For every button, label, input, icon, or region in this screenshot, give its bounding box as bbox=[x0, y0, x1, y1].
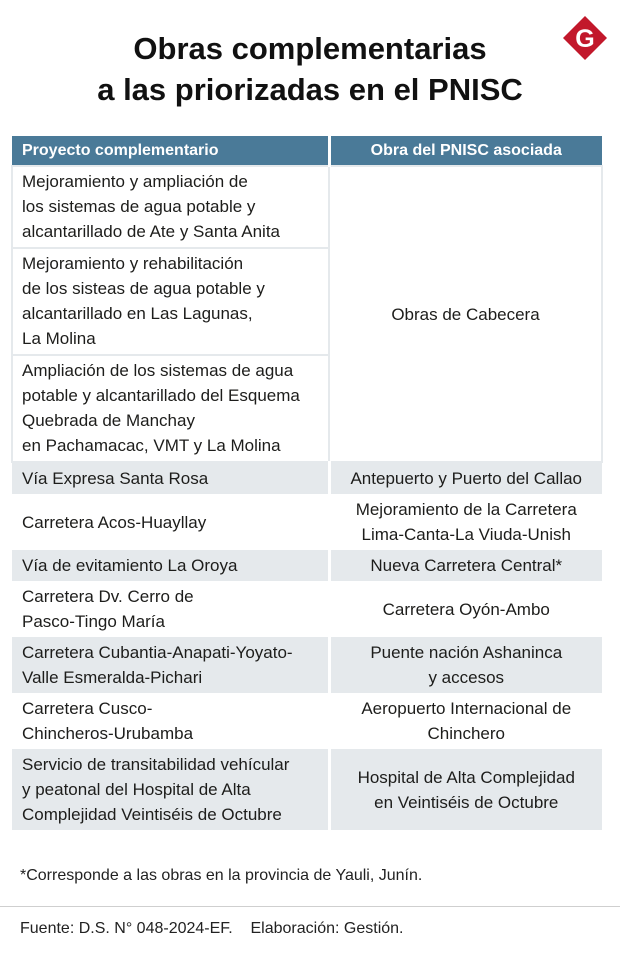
associated-cell bbox=[329, 462, 602, 494]
header-obra-pnisc: Obra del PNISC asociada bbox=[329, 136, 602, 166]
project-line: Complejidad Veintiséis de Octubre bbox=[22, 805, 282, 824]
project-cell bbox=[12, 550, 329, 581]
table-header-row bbox=[12, 136, 602, 166]
header-proyecto: Proyecto complementario bbox=[12, 136, 329, 166]
associated-cell bbox=[329, 749, 602, 830]
projects-table bbox=[11, 136, 603, 830]
project-line: Valle Esmeralda-Pichari bbox=[22, 668, 203, 687]
project-line: alcantarillado en Las Lagunas, bbox=[22, 304, 253, 323]
project-line: La Molina bbox=[22, 329, 96, 348]
associated-line: Antepuerto y Puerto del Callao bbox=[350, 469, 583, 488]
project-line: alcantarillado de Ate y Santa Anita bbox=[22, 222, 281, 241]
associated-cell bbox=[329, 550, 602, 581]
project-cell bbox=[12, 581, 329, 637]
project-line: Carretera Cubantia-Anapati-Yoyato- bbox=[22, 643, 293, 662]
table-row bbox=[12, 637, 602, 693]
project-cell bbox=[12, 462, 329, 494]
project-cell bbox=[12, 494, 329, 550]
table-row bbox=[12, 462, 602, 494]
table-row bbox=[12, 166, 602, 248]
associated-cell-merged: Obras de Cabecera bbox=[329, 166, 602, 462]
table-row bbox=[12, 693, 602, 749]
footnote: *Corresponde a las obras en la provincia de Yauli, Junín. bbox=[20, 867, 423, 884]
project-line: Vía de evitamiento La Oroya bbox=[22, 556, 238, 575]
project-line: Carretera Dv. Cerro de bbox=[22, 587, 194, 606]
associated-line: y accesos bbox=[428, 668, 505, 687]
associated-line: Puente nación Ashaninca bbox=[370, 643, 563, 662]
project-cell bbox=[12, 166, 329, 248]
project-cell bbox=[12, 355, 329, 462]
associated-cell bbox=[329, 494, 602, 550]
table-row bbox=[12, 581, 602, 637]
project-line: Carretera Acos-Huayllay bbox=[22, 512, 207, 532]
project-line: en Pachamacac, VMT y La Molina bbox=[22, 436, 281, 455]
associated-line: Aeropuerto Internacional de bbox=[361, 699, 572, 718]
divider bbox=[0, 906, 620, 907]
project-cell bbox=[12, 248, 329, 355]
project-cell bbox=[12, 749, 329, 830]
page-title bbox=[0, 28, 620, 110]
associated-cell bbox=[329, 637, 602, 693]
project-cell bbox=[12, 637, 329, 693]
logo-letter: G bbox=[575, 25, 595, 53]
project-line: Quebrada de Manchay bbox=[22, 411, 195, 430]
project-line: los sistemas de agua potable y bbox=[22, 197, 256, 216]
project-line: Servicio de transitabilidad vehícular bbox=[22, 755, 290, 774]
table-row bbox=[12, 749, 602, 830]
associated-cell bbox=[329, 581, 602, 637]
gestion-logo bbox=[561, 14, 609, 62]
project-line: potable y alcantarillado del Esquema bbox=[22, 386, 300, 405]
associated-line: Lima-Canta-La Viuda-Unish bbox=[361, 525, 571, 544]
project-line: de los sisteas de agua potable y bbox=[22, 279, 265, 298]
project-line: Carretera Cusco- bbox=[22, 699, 153, 718]
project-line: Mejoramiento y rehabilitación bbox=[22, 254, 244, 273]
gestion-logo-icon bbox=[561, 14, 609, 62]
table-row bbox=[12, 494, 602, 550]
project-line: Chincheros-Urubamba bbox=[22, 724, 194, 743]
associated-line: Hospital de Alta Complejidad bbox=[357, 767, 575, 787]
associated-cell bbox=[329, 693, 602, 749]
associated-line: en Veintiséis de Octubre bbox=[374, 792, 559, 812]
project-cell bbox=[12, 693, 329, 749]
associated-line: Carretera Oyón-Ambo bbox=[382, 599, 550, 619]
project-line: y peatonal del Hospital de Alta bbox=[22, 780, 251, 799]
title-line-1: Obras complementarias bbox=[133, 31, 487, 66]
associated-line: Mejoramiento de la Carretera bbox=[355, 500, 577, 519]
project-line: Mejoramiento y ampliación de bbox=[22, 172, 248, 191]
associated-line: Chinchero bbox=[427, 724, 505, 743]
title-line-2: a las priorizadas en el PNISC bbox=[97, 72, 523, 107]
project-line: Ampliación de los sistemas de agua bbox=[22, 361, 294, 380]
project-line: Vía Expresa Santa Rosa bbox=[22, 469, 209, 488]
associated-line: Nueva Carretera Central* bbox=[370, 556, 563, 575]
project-line: Pasco-Tingo María bbox=[22, 612, 165, 631]
table-row bbox=[12, 550, 602, 581]
source-credit: Fuente: D.S. N° 048-2024-EF. Elaboración: Gestión. bbox=[20, 920, 404, 937]
